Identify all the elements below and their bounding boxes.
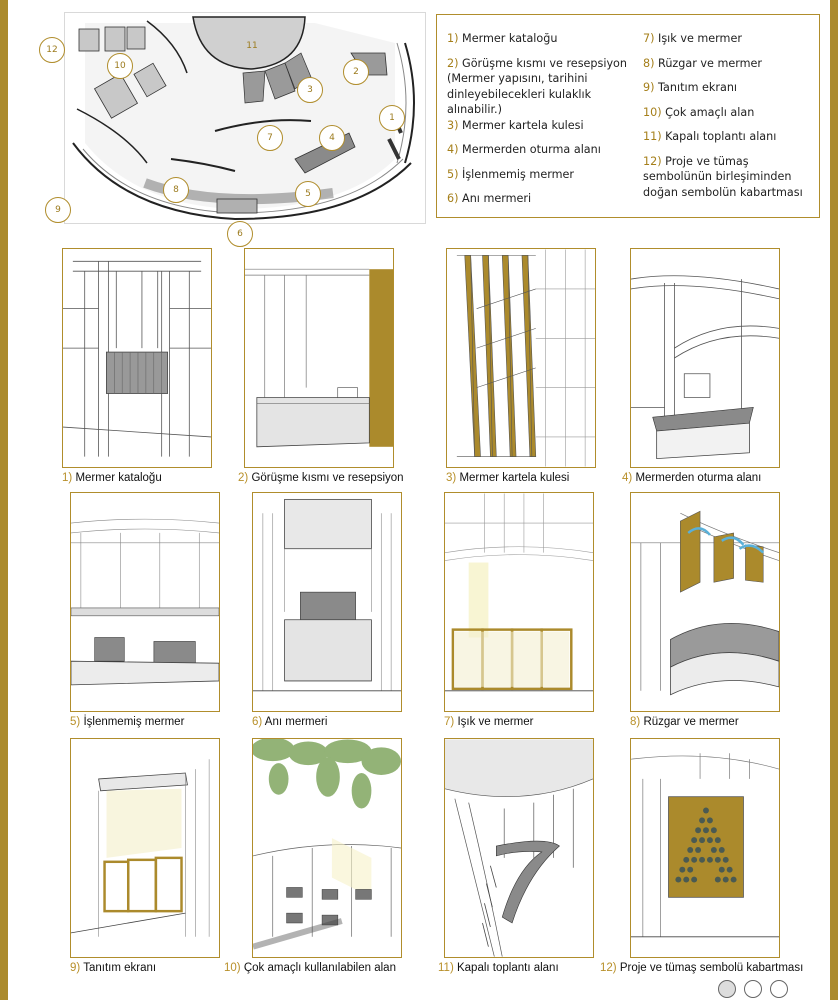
panel-5-drawing <box>71 493 219 711</box>
legend-item: 12) Proje ve tümaş sembolünün birleşiminden doğan sembolün kabartması <box>643 154 803 199</box>
panel-10-caption: 10) Çok amaçlı kullanılabilen alan <box>224 962 396 974</box>
plan-marker-6: 6 <box>227 221 253 247</box>
legend-item: 6) Anı mermeri <box>447 192 532 205</box>
panel-4-drawing <box>631 249 779 467</box>
legend <box>436 14 820 218</box>
panel-7-drawing <box>445 493 593 711</box>
plan-marker-3: 3 <box>297 77 323 103</box>
panel-12-symbol-relief <box>630 738 780 958</box>
panel-6-caption: 6) Anı mermeri <box>252 716 328 728</box>
page-dot-3[interactable] <box>770 980 788 998</box>
sheet <box>8 0 830 1000</box>
panel-10-multipurpose <box>252 738 402 958</box>
plan-marker-4: 4 <box>319 125 345 151</box>
panel-7-caption: 7) Işık ve mermer <box>444 716 534 728</box>
legend-item: 2) Görüşme kısmı ve resepsiyon (Mermer yapısını, tarihini dinleyebilecekleri kulaklık alınabilir.) <box>447 56 627 116</box>
legend-item: 4) Mermerden oturma alanı <box>447 143 601 156</box>
panel-1-marble-catalogue <box>62 248 212 468</box>
panel-1-caption: 1) Mermer kataloğu <box>62 472 162 484</box>
panel-8-drawing <box>631 493 779 711</box>
legend-item: 10) Çok amaçlı alan <box>643 105 755 119</box>
panel-4-caption: 4) Mermerden oturma alanı <box>622 472 762 484</box>
legend-item: 1) Mermer kataloğu <box>447 32 558 45</box>
panel-11-meeting-room <box>444 738 594 958</box>
panel-9-drawing <box>71 739 219 957</box>
plan-marker-7: 7 <box>257 125 283 151</box>
legend-item: 9) Tanıtım ekranı <box>643 81 738 94</box>
panel-12-drawing <box>631 739 779 957</box>
panel-9-display-screen <box>70 738 220 958</box>
panel-5-raw-marble <box>70 492 220 712</box>
panel-3-swatch-tower <box>446 248 596 468</box>
legend-item: 7) Işık ve mermer <box>643 32 742 45</box>
panel-11-drawing <box>445 739 593 957</box>
page-dot-1[interactable] <box>718 980 736 998</box>
panel-5-caption: 5) İşlenmemiş mermer <box>70 716 185 728</box>
panel-6-drawing <box>253 493 401 711</box>
panel-4-seating <box>630 248 780 468</box>
panel-2-caption: 2) Görüşme kısmı ve resepsiyon <box>238 472 404 484</box>
panel-3-drawing <box>447 249 595 467</box>
legend-left-column <box>447 31 643 216</box>
panel-10-drawing <box>253 739 401 957</box>
plan-marker-5: 5 <box>295 181 321 207</box>
panel-7-light-marble <box>444 492 594 712</box>
legend-item: 3) Mermer kartela kulesi <box>447 118 584 132</box>
plan-marker-2: 2 <box>343 59 369 85</box>
plan-marker-10: 10 <box>107 53 133 79</box>
legend-item: 5) İşlenmemiş mermer <box>447 167 574 181</box>
panel-3-caption: 3) Mermer kartela kulesi <box>446 472 570 484</box>
panel-12-caption: 12) Proje ve tümaş sembolü kabartması <box>600 962 804 974</box>
plan-marker-12: 12 <box>39 37 65 63</box>
legend-item: 11) Kapalı toplantı alanı <box>643 130 777 143</box>
legend-item: 8) Rüzgar ve mermer <box>643 56 763 70</box>
panel-2-drawing <box>245 249 393 467</box>
panel-6-memory-marble <box>252 492 402 712</box>
plan-marker-8: 8 <box>163 177 189 203</box>
panel-11-caption: 11) Kapalı toplantı alanı <box>438 962 559 974</box>
floor-plan <box>46 12 426 239</box>
panel-8-caption: 8) Rüzgar ve mermer <box>630 716 739 728</box>
plan-marker-11: 11 <box>246 41 258 51</box>
panel-8-wind-marble <box>630 492 780 712</box>
plan-marker-9: 9 <box>45 197 71 223</box>
panel-1-drawing <box>63 249 211 467</box>
panel-2-reception <box>244 248 394 468</box>
legend-right-column <box>643 31 815 209</box>
plan-marker-1: 1 <box>379 105 405 131</box>
panel-9-caption: 9) Tanıtım ekranı <box>70 962 157 974</box>
page-dot-2[interactable] <box>744 980 762 998</box>
